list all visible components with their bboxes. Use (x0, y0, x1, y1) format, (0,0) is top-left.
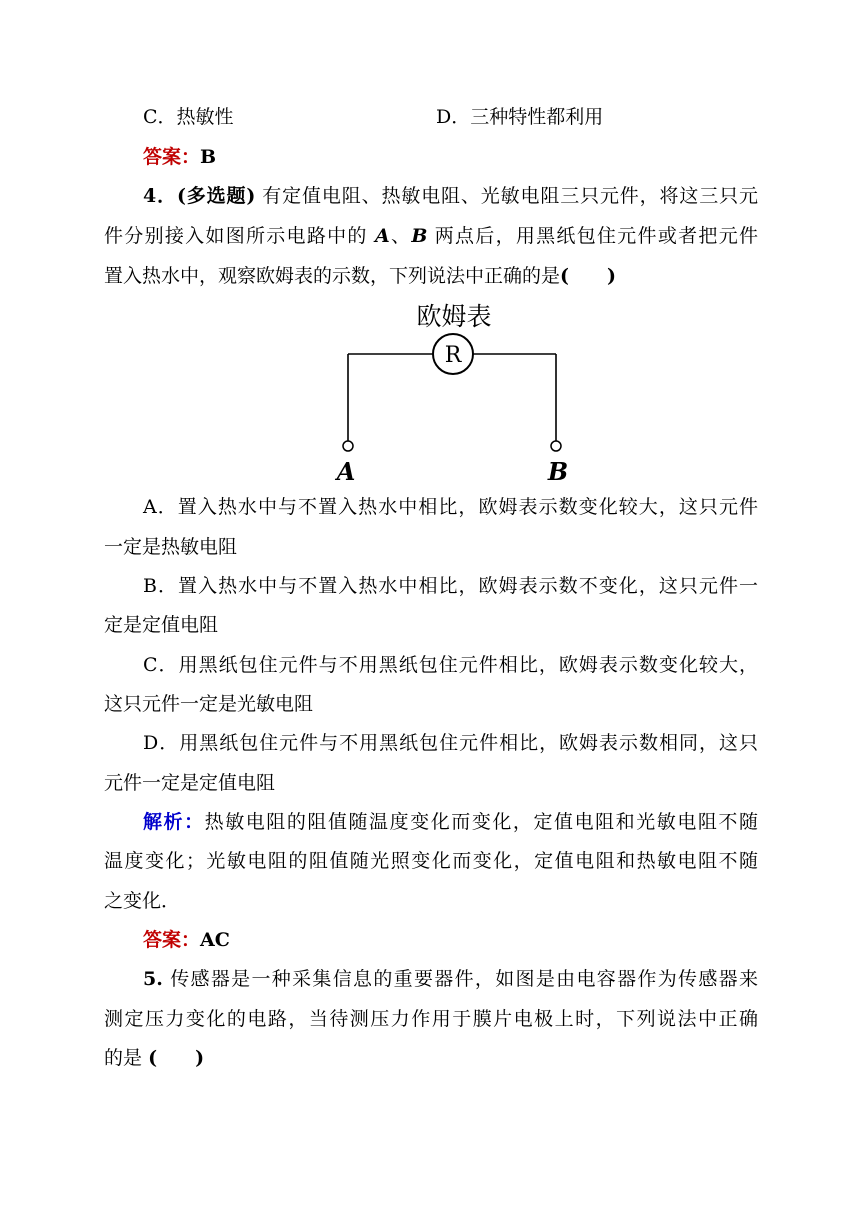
q4-option-c-line-2: 这只元件一定是光敏电阻 (104, 693, 314, 715)
q4-option-b-line-2: 定是定值电阻 (104, 614, 219, 636)
question-tag: (多选题) (176, 185, 256, 207)
q5-stem-line-2: 测定压力变化的电路，当待测压力作用于膜片电极上时，下列说法中正确 (104, 1008, 758, 1030)
q4-option-a-line-1: A．置入热水中与不置入热水中相比，欧姆表示数变化较大，这只元件 (143, 496, 758, 518)
q4-option-a-line-2: 一定是热敏电阻 (104, 536, 238, 558)
q3-answer (143, 145, 758, 169)
analysis-label: 解析： (143, 811, 205, 833)
diagram-title: 欧姆表 (416, 302, 492, 331)
q4-stem-text-3: 置入热水中，观察欧姆表的示数，下列说法中正确的是 (104, 265, 561, 287)
q4-option-c-line-1: C．用黑纸包住元件与不用黑纸包住元件相比，欧姆表示数变化较大， (143, 654, 758, 676)
q4-stem-text-1: 有定值电阻、热敏电阻、光敏电阻三只元件，将这三只元 (262, 185, 758, 207)
terminal-b-icon (551, 441, 561, 451)
q3-option-d: D．三种特性都利用 (436, 106, 604, 128)
analysis-line-3: 之变化． (104, 890, 181, 912)
q4-answer (143, 928, 758, 952)
q5-stem-text-3: 的是 (104, 1047, 143, 1069)
q5-stem-text-1: 传感器是一种采集信息的重要器件，如图是由电容器作为传感器来 (170, 968, 758, 990)
answer-paren-close: ) (607, 265, 617, 287)
answer-label: 答案： (143, 146, 201, 168)
q3-option-c: C．热敏性 (143, 106, 234, 128)
analysis-line-1 (143, 810, 758, 834)
terminal-a-label: A (336, 457, 356, 486)
question-number: 5. (143, 968, 163, 990)
answer-value: AC (200, 929, 230, 951)
ohmmeter-circuit-diagram (330, 296, 570, 486)
question-number: 4． (143, 185, 177, 207)
point-a-label: A (375, 225, 390, 247)
q4-option-d-line-2: 元件一定是定值电阻 (104, 772, 276, 794)
q5-stem-line-1 (143, 967, 758, 991)
meter-symbol: R (444, 343, 462, 368)
q4-stem-line-2 (104, 224, 758, 248)
answer-value: B (200, 146, 217, 168)
q4-stem-line-3 (104, 264, 758, 288)
answer-paren-open: ( (148, 1047, 158, 1069)
terminal-a-icon (343, 441, 353, 451)
analysis-line-2: 温度变化；光敏电阻的阻值随光照变化而变化，定值电阻和热敏电阻不随 (104, 850, 758, 872)
answer-paren-open: ( (560, 265, 570, 287)
analysis-text-1: 热敏电阻的阻值随温度变化而变化，定值电阻和光敏电阻不随 (204, 811, 758, 833)
q4-stem-text-2b: 两点后，用黑纸包住元件或者把元件 (434, 225, 758, 247)
q5-stem-line-3 (104, 1046, 758, 1070)
q4-option-d-line-1: D．用黑纸包住元件与不用黑纸包住元件相比，欧姆表示数相同，这只 (143, 732, 758, 754)
answer-label: 答案： (143, 929, 201, 951)
q4-stem-line-1 (143, 184, 758, 208)
q4-option-b-line-1: B．置入热水中与不置入热水中相比，欧姆表示数不变化，这只元件一 (143, 575, 758, 597)
point-b-label: B (411, 225, 428, 247)
separator: 、 (389, 225, 412, 247)
q4-stem-text-2a: 件分别接入如图所示电路中的 (104, 225, 368, 247)
q3-options-row (143, 105, 758, 129)
terminal-b-label: B (547, 457, 569, 486)
answer-paren-close: ) (195, 1047, 205, 1069)
